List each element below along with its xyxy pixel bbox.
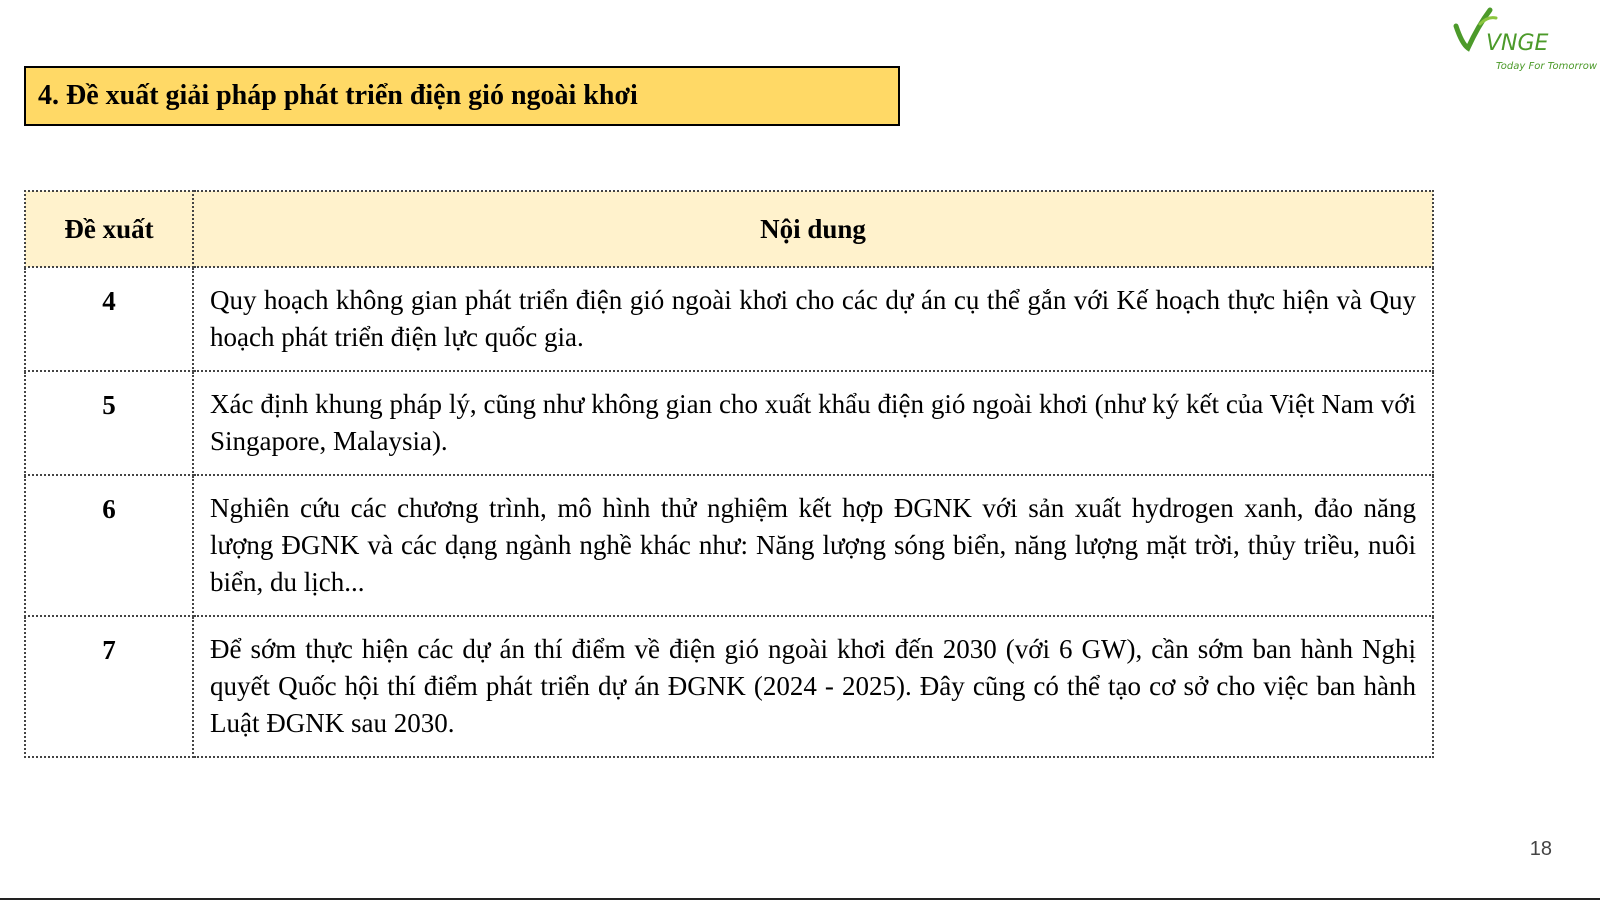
proposal-number: 6	[25, 475, 193, 616]
proposal-table	[24, 190, 1434, 758]
table-header-row	[25, 191, 1433, 267]
logo-brand-text: VNGE	[1486, 31, 1549, 56]
column-header-content: Nội dung	[193, 191, 1433, 267]
proposal-content: Quy hoạch không gian phát triển điện gió ngoài khơi cho các dự án cụ thể gắn với Kế hoạch thực hiện và Quy hoạch phát triển điện lực quốc gia.	[193, 267, 1433, 371]
section-title-box	[24, 66, 900, 126]
page-number: 18	[1529, 838, 1552, 860]
proposal-content: Để sớm thực hiện các dự án thí điểm về điện gió ngoài khơi đến 2030 (với 6 GW), cần sớm ban hành Nghị quyết Quốc hội thí điểm phát triển dự án ĐGNK (2024 - 2025). Đây cũng có thể tạo cơ sở cho việc ban hành Luật ĐGNK sau 2030.	[193, 616, 1433, 757]
section-title: 4. Đề xuất giải pháp phát triển điện gió ngoài khơi	[38, 80, 638, 111]
table-row	[25, 616, 1433, 757]
logo-tagline: Today For Tomorrow	[1495, 61, 1597, 72]
vnge-logo-mark	[1452, 6, 1597, 58]
proposal-content: Xác định khung pháp lý, cũng như không gian cho xuất khẩu điện gió ngoài khơi (như ký kết của Việt Nam với Singapore, Malaysia).	[193, 371, 1433, 475]
proposal-number: 7	[25, 616, 193, 757]
proposal-number: 5	[25, 371, 193, 475]
vnge-logo	[1452, 6, 1597, 76]
table-row	[25, 371, 1433, 475]
proposal-content: Nghiên cứu các chương trình, mô hình thử nghiệm kết hợp ĐGNK với sản xuất hydrogen xanh, đảo năng lượng ĐGNK và các dạng ngành nghề khác như: Năng lượng sóng biển, năng lượng mặt trời, thủy triều, nuôi biển, du lịch...	[193, 475, 1433, 616]
table-row	[25, 267, 1433, 371]
table-row	[25, 475, 1433, 616]
proposal-number: 4	[25, 267, 193, 371]
column-header-proposal: Đề xuất	[25, 191, 193, 267]
